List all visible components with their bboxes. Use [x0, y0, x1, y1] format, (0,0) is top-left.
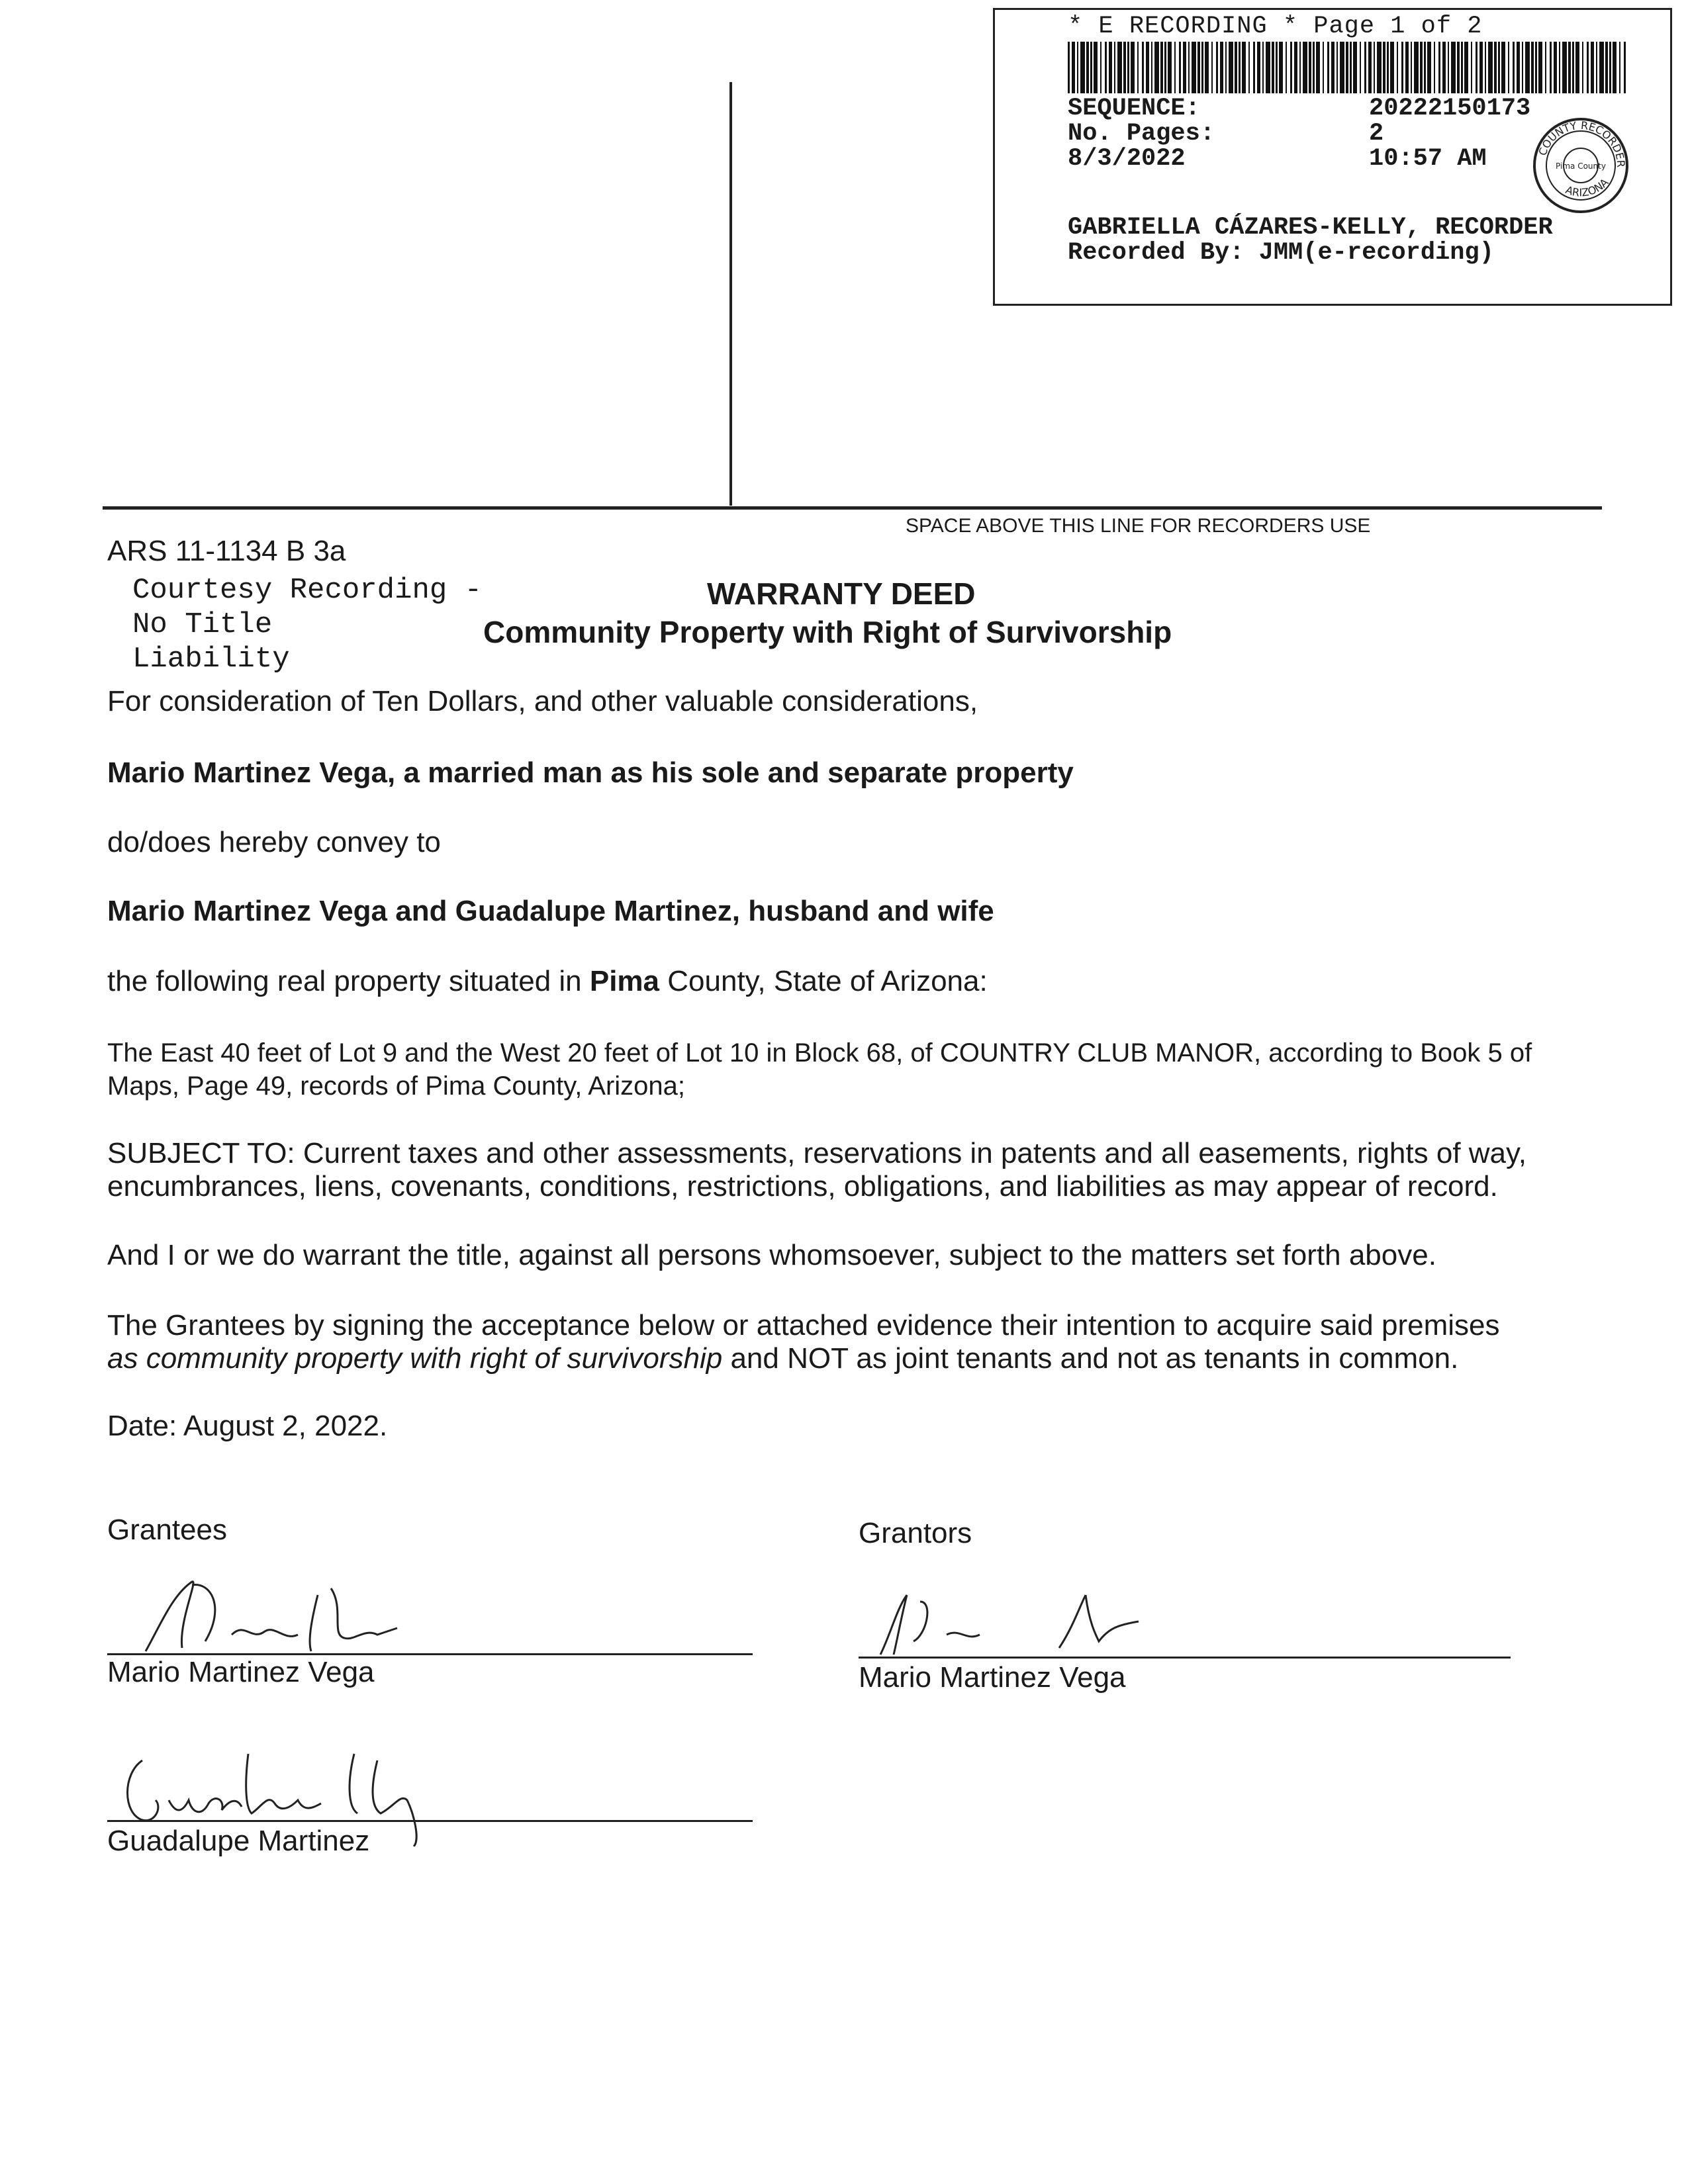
barcode-bar: [1286, 42, 1287, 93]
barcode-bar: [1086, 42, 1089, 93]
barcode-bar: [1535, 42, 1537, 93]
document-title: WARRANTY DEED: [707, 576, 976, 611]
barcode-bar: [1290, 42, 1292, 93]
barcode-bar: [1609, 42, 1611, 93]
legal-description-line-2: Maps, Page 49, records of Pima County, Arizona;: [107, 1071, 686, 1101]
barcode-bar: [1420, 42, 1423, 93]
vertical-divider: [729, 82, 732, 506]
courtesy-line-3: Liability: [132, 643, 290, 676]
barcode-bar: [1248, 42, 1250, 93]
barcode-bar: [1494, 42, 1497, 93]
grantee-2-signature-line: [107, 1820, 753, 1822]
barcode-bar: [1613, 42, 1617, 93]
barcode-bar: [1323, 42, 1324, 93]
document-subtitle: Community Property with Right of Survivorship: [483, 615, 1172, 649]
recorders-line: [103, 506, 1602, 510]
barcode-bar: [1383, 42, 1385, 93]
barcode-bar: [1451, 42, 1456, 93]
barcode-bar: [1424, 42, 1426, 93]
barcode-bar: [1225, 42, 1227, 93]
barcode-bar: [1179, 42, 1181, 93]
barcode-bar: [1072, 42, 1075, 93]
barcode-bar: [1559, 42, 1560, 93]
barcode-bar: [1501, 42, 1505, 93]
barcode-bar: [1531, 42, 1534, 93]
barcode-bar: [1411, 42, 1412, 93]
warranty-text: And I or we do warrant the title, against all persons whomsoever, subject to the matters set forth above.: [107, 1239, 1436, 1271]
barcode-bar: [1253, 42, 1255, 93]
barcode-bar: [1377, 42, 1382, 93]
barcode-bar: [1401, 42, 1403, 93]
grantor-clause: Mario Martinez Vega, a married man as his sole and separate property: [107, 756, 1074, 789]
barcode-bar: [1205, 42, 1209, 93]
barcode-bar: [1197, 42, 1200, 93]
barcode-bar: [1624, 42, 1626, 93]
barcode-bar: [1387, 42, 1389, 93]
barcode-bar: [1313, 42, 1315, 93]
barcode-bar: [1137, 42, 1139, 93]
barcode-bar: [1397, 42, 1398, 93]
acceptance-line-1: The Grantees by signing the acceptance below or attached evidence their intention to acquire said premises: [107, 1309, 1500, 1342]
barcode-bar: [1220, 42, 1223, 93]
sequence-label: SEQUENCE:: [1068, 95, 1200, 122]
county-recorder-seal-icon: [1531, 116, 1630, 215]
barcode-bar: [1100, 42, 1102, 93]
barcode-bar: [1336, 42, 1338, 93]
barcode-bar: [1211, 42, 1213, 93]
barcode-bar: [1508, 42, 1509, 93]
barcode-bar: [1572, 42, 1574, 93]
acceptance-rest: and NOT as joint tenants and not as tenants in common.: [722, 1342, 1459, 1375]
grantee-clause: Mario Martinez Vega and Guadalupe Martinez, husband and wife: [107, 895, 994, 927]
acceptance-line-2: [107, 1342, 1458, 1375]
legal-description-line-1: The East 40 feet of Lot 9 and the West 20 feet of Lot 10 in Block 68, of COUNTRY CLUB MANOR, according to Book 5 of: [107, 1038, 1532, 1068]
barcode-bar: [1117, 42, 1122, 93]
recording-stamp: [993, 8, 1672, 306]
barcode-bar: [1488, 42, 1493, 93]
seal-center-text: Pima County: [1556, 161, 1606, 171]
barcode-bar: [1303, 42, 1307, 93]
barcode-bar: [1077, 42, 1078, 93]
convey-text: do/does hereby convey to: [107, 826, 441, 858]
barcode-bar: [1229, 42, 1233, 93]
barcode-bar: [1257, 42, 1260, 93]
barcode-bar: [1090, 42, 1092, 93]
date-line: Date: August 2, 2022.: [107, 1410, 388, 1442]
barcode-bar: [1513, 42, 1515, 93]
barcode-bar: [1591, 42, 1594, 93]
recorded-by: Recorded By: JMM(e-recording): [1068, 239, 1494, 267]
recording-date: 8/3/2022: [1068, 145, 1186, 173]
barcode-bar: [1142, 42, 1144, 93]
barcode-bar: [1525, 42, 1530, 93]
barcode-bar: [1587, 42, 1589, 93]
barcode-bar: [1350, 42, 1352, 93]
barcode-bar: [1461, 42, 1463, 93]
property-suffix: County, State of Arizona:: [659, 965, 988, 997]
barcode-bar: [1464, 42, 1468, 93]
barcode-bar: [1154, 42, 1159, 93]
barcode-bar: [1498, 42, 1500, 93]
barcode-bar: [1068, 42, 1070, 93]
barcode-bar: [1174, 42, 1176, 93]
barcode-bar: [1160, 42, 1163, 93]
barcode-bar: [1340, 42, 1344, 93]
seal-top-text: COUNTY RECORDER: [1536, 118, 1628, 168]
property-prefix: the following real property situated in: [107, 965, 590, 997]
barcode-bar: [1550, 42, 1552, 93]
recording-time: 10:57 AM: [1369, 145, 1487, 173]
acceptance-italic: as community property with right of survivorship: [107, 1342, 723, 1375]
barcode-bar: [1364, 42, 1366, 93]
barcode-bar: [1216, 42, 1218, 93]
courtesy-line-2: No Title: [132, 608, 273, 641]
barcode-bar: [1485, 42, 1486, 93]
barcode-bar: [1414, 42, 1419, 93]
grantor-1-signature-line: [859, 1657, 1511, 1659]
barcode-bar: [1405, 42, 1409, 93]
sequence-value: 20222150173: [1369, 95, 1531, 122]
barcode-bar: [1192, 42, 1196, 93]
barcode-bar: [1368, 42, 1372, 93]
grantee-1-name: Mario Martinez Vega: [107, 1656, 375, 1688]
barcode-bar: [1427, 42, 1431, 93]
pages-label: No. Pages:: [1068, 120, 1215, 148]
barcode-bar: [1146, 42, 1149, 93]
grantors-label: Grantors: [859, 1517, 972, 1549]
barcode-bar: [1114, 42, 1115, 93]
barcode-bar: [1188, 42, 1190, 93]
barcode-bar: [1276, 42, 1278, 93]
recorders-use-note: SPACE ABOVE THIS LINE FOR RECORDERS USE: [906, 515, 1371, 537]
property-situated-text: [107, 965, 988, 998]
barcode-bar: [1619, 42, 1620, 93]
barcode-bar: [1448, 42, 1449, 93]
barcode-bar: [1545, 42, 1546, 93]
barcode-bar: [1151, 42, 1152, 93]
barcode-bar: [1123, 42, 1126, 93]
barcode-bar: [1476, 42, 1477, 93]
barcode-bar: [1327, 42, 1329, 93]
barcode-bar: [1599, 42, 1604, 93]
barcode-bar: [1164, 42, 1166, 93]
recorder-name: GABRIELLA CÁZARES-KELLY, RECORDER: [1068, 214, 1553, 242]
barcode-bar: [1242, 42, 1246, 93]
barcode-bar: [1360, 42, 1361, 93]
barcode-bar: [1442, 42, 1446, 93]
barcode-bar: [1299, 42, 1301, 93]
barcode-bar: [1316, 42, 1320, 93]
seal-bottom-text: ARIZONA: [1564, 175, 1611, 199]
barcode-bar: [1562, 42, 1567, 93]
barcode-bar: [1262, 42, 1264, 93]
grantee-1-signature-line: [107, 1653, 753, 1655]
property-county: Pima: [589, 965, 660, 997]
barcode-bar: [1390, 42, 1394, 93]
grantor-1-name: Mario Martinez Vega: [859, 1661, 1126, 1694]
barcode-bar: [1471, 42, 1472, 93]
barcode-bar: [1109, 42, 1112, 93]
barcode-bar: [1575, 42, 1579, 93]
barcode-bar: [1279, 42, 1283, 93]
barcode-bar: [1538, 42, 1542, 93]
barcode-bar: [1517, 42, 1520, 93]
grantee-1-signature: [132, 1569, 410, 1661]
barcode-bar: [1294, 42, 1297, 93]
grantees-label: Grantees: [107, 1514, 227, 1546]
barcode-bar: [1582, 42, 1583, 93]
barcode-bar: [1331, 42, 1335, 93]
barcode-bar: [1266, 42, 1270, 93]
barcode-bar: [1127, 42, 1129, 93]
barcode-bar: [1201, 42, 1203, 93]
barcode-bar: [1554, 42, 1557, 93]
barcode-bar: [1235, 42, 1237, 93]
grantee-2-name: Guadalupe Martinez: [107, 1825, 370, 1857]
barcode-bar: [1239, 42, 1241, 93]
barcode-bar: [1309, 42, 1311, 93]
barcode-bar: [1605, 42, 1608, 93]
consideration-text: For consideration of Ten Dollars, and other valuable considerations,: [107, 685, 978, 717]
barcode-bar: [1168, 42, 1172, 93]
barcode-bar: [1596, 42, 1597, 93]
pages-value: 2: [1369, 120, 1384, 148]
barcode-bar: [1457, 42, 1460, 93]
courtesy-line-1: Courtesy Recording -: [132, 574, 483, 607]
barcode-bar: [1131, 42, 1135, 93]
statute-reference: ARS 11-1134 B 3a: [107, 535, 346, 567]
barcode-bar: [1080, 42, 1085, 93]
subject-to-line-2: encumbrances, liens, covenants, conditions, restrictions, obligations, and liabilities as may appear of record.: [107, 1170, 1498, 1203]
subject-to-line-1: SUBJECT TO: Current taxes and other assessments, reservations in patents and all easements, rights of way,: [107, 1137, 1526, 1169]
barcode-bar: [1353, 42, 1357, 93]
stamp-header: * E RECORDING * Page 1 of 2: [1068, 13, 1483, 40]
barcode-bar: [1434, 42, 1435, 93]
barcode-bar: [1105, 42, 1107, 93]
barcode-bar: [1183, 42, 1186, 93]
barcode-bar: [1094, 42, 1098, 93]
barcode-bar: [1346, 42, 1348, 93]
barcode-bar: [1568, 42, 1571, 93]
barcode-bar: [1438, 42, 1440, 93]
grantor-1-signature: [861, 1582, 1205, 1661]
barcode-bar: [1479, 42, 1483, 93]
barcode-bar: [1374, 42, 1375, 93]
barcode-bar: [1522, 42, 1523, 93]
barcode-bar: [1272, 42, 1274, 93]
barcode: [1068, 42, 1627, 93]
svg-text:COUNTY RECORDER: [1536, 119, 1627, 168]
